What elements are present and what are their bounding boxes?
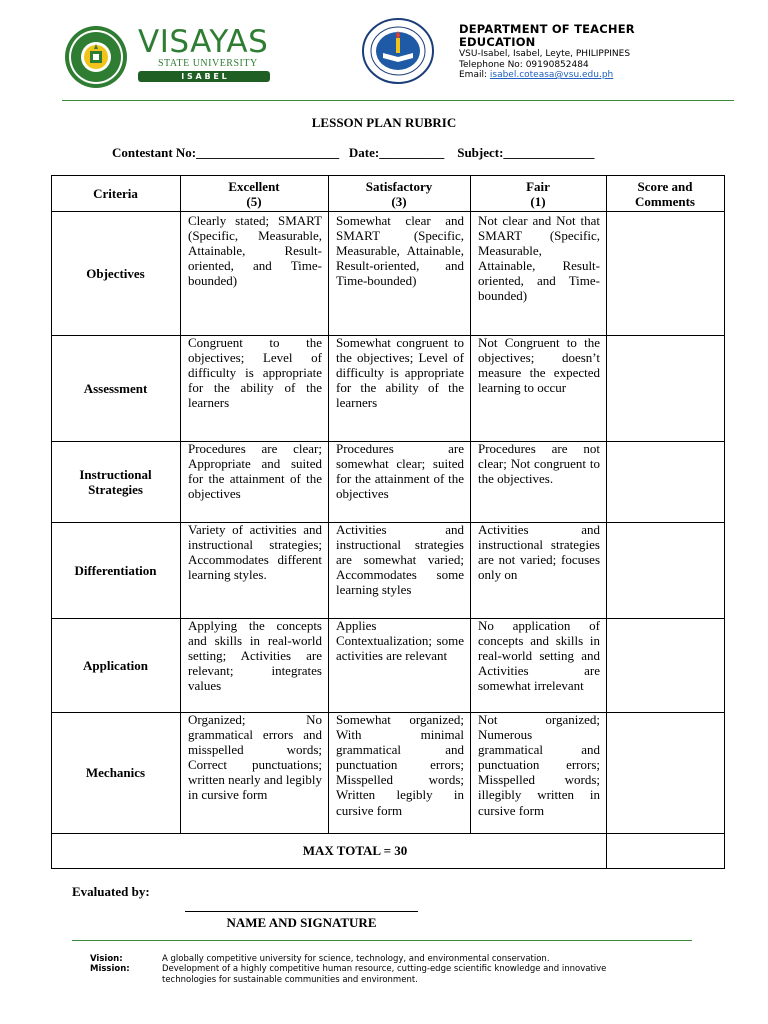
evaluated-by-label: Evaluated by: [72,884,150,899]
email-link[interactable]: isabel.coteasa@vsu.edu.ph [489,70,614,80]
cell-differentiation-satisfactory: Activities and instructional strategies are somewhat varied; Accommodates some learning styles [336,522,464,598]
contest-info-line [112,145,594,161]
header-satisfactory-label: Satisfactory [365,179,433,194]
cell-mechanics-excellent: Organized; No grammatical errors and misspelled words; Correct punctuations; written nearly and legibly in cursive form [188,712,322,803]
vsu-seal-logo [64,25,128,89]
cell-strategies-satisfactory: Procedures are somewhat clear; suited for the attainment of the objectives [336,441,464,502]
criteria-assessment: Assessment [83,380,148,396]
rubric-table [51,175,725,869]
cell-objectives-fair: Not clear and Not that SMART (Specific, Measurable, Attainable, Result-oriented, and Time-bounded) [478,213,600,304]
cell-assessment-fair: Not Congruent to the objectives; doesn’t measure the expected learning to occur [478,335,600,396]
header-satisfactory [328,179,470,209]
header-fair-label: Fair [526,179,550,194]
cell-assessment-excellent: Congruent to the objectives; Level of difficulty is appropriate for the ability of the learners [188,335,322,411]
signature-label: NAME AND SIGNATURE [226,915,377,930]
header-satisfactory-points: (3) [391,194,407,209]
vision-label: Vision: [90,954,123,964]
header-divider [62,100,734,101]
mission-text: Development of a highly competitive human resource, cutting-edge scientific knowledge and innovative technologies for sustainable communities and environment. [162,964,607,985]
university-name: VISAYAS [138,24,269,60]
criteria-objectives: Objectives [86,265,145,281]
header-excellent-label: Excellent [228,179,280,194]
criteria-instructional-strategies: Instructional Strategies [79,466,152,497]
footer-divider [72,940,692,941]
criteria-application: Application [82,657,148,673]
cell-application-excellent: Applying the concepts and skills in real-world setting; Activities are relevant; integrates values [188,618,322,694]
email-label: Email: [459,70,490,80]
header-excellent [180,179,328,209]
cell-differentiation-fair: Activities and instructional strategies are not varied; focuses only on [478,522,600,583]
date-field: Date:__________ [348,145,445,160]
department-name: DEPARTMENT OF TEACHER [459,22,635,36]
criteria-mechanics: Mechanics [85,765,146,780]
cell-application-fair: No application of concepts and skills in real-world setting and Activities are somewhat irrelevant [478,618,600,694]
department-email-line [459,70,759,81]
cell-assessment-satisfactory: Somewhat congruent to the objectives; Level of difficulty is appropriate for the ability of the learners [336,335,464,411]
criteria-differentiation: Differentiation [74,562,157,578]
campus-bar: I S A B E L [138,71,270,82]
cell-objectives-excellent: Clearly stated; SMART (Specific, Measurable, Attainable, Result-oriented, and Time-bounded) [188,213,322,289]
cell-mechanics-fair: Not organized; Numerous grammatical and punctuation errors; Misspelled words; illegibly written in cursive form [478,712,600,818]
cell-objectives-satisfactory: Somewhat clear and SMART (Specific, Measurable, Attainable, Result-oriented, and Time-bounded) [336,213,464,289]
cell-application-satisfactory: Applies Contextualization; some activities are relevant [336,618,464,664]
department-name-line2: EDUCATION [459,35,536,49]
department-address: VSU-Isabel, Isabel, Leyte, PHILIPPINES [459,49,631,59]
department-contact-block [459,23,759,81]
cell-mechanics-satisfactory: Somewhat organized; With minimal grammatical and punctuation errors; Misspelled words; Written legibly in cursive form [336,712,464,818]
header-fair-points: (1) [530,194,546,209]
cell-strategies-excellent: Procedures are clear; Appropriate and suited for the attainment of the objectives [188,441,322,502]
department-telephone: Telephone No: 09190852484 [459,59,589,70]
header-excellent-points: (5) [246,194,262,209]
header-fair [470,179,606,209]
cell-differentiation-excellent: Variety of activities and instructional strategies; Accommodates different learning styles. [188,522,322,583]
department-logo [361,18,435,84]
header-criteria: Criteria [93,186,138,201]
signature-line [185,911,418,912]
cell-strategies-fair: Procedures are not clear; Not congruent to the objectives. [478,441,600,487]
max-total: MAX TOTAL = 30 [302,843,408,858]
subject-field: Subject:______________ [457,145,595,160]
page-title: LESSON PLAN RUBRIC [311,115,457,130]
header-score-comments: Score and Comments [635,179,695,209]
vsu-wordmark [138,26,278,82]
contestant-no-field: Contestant No:______________________ [112,145,340,160]
university-subtitle: STATE UNIVERSITY [158,58,258,69]
vision-text: A globally competitive university for science, technology, and environmental conservation. [162,954,550,964]
mission-label: Mission: [90,964,130,974]
